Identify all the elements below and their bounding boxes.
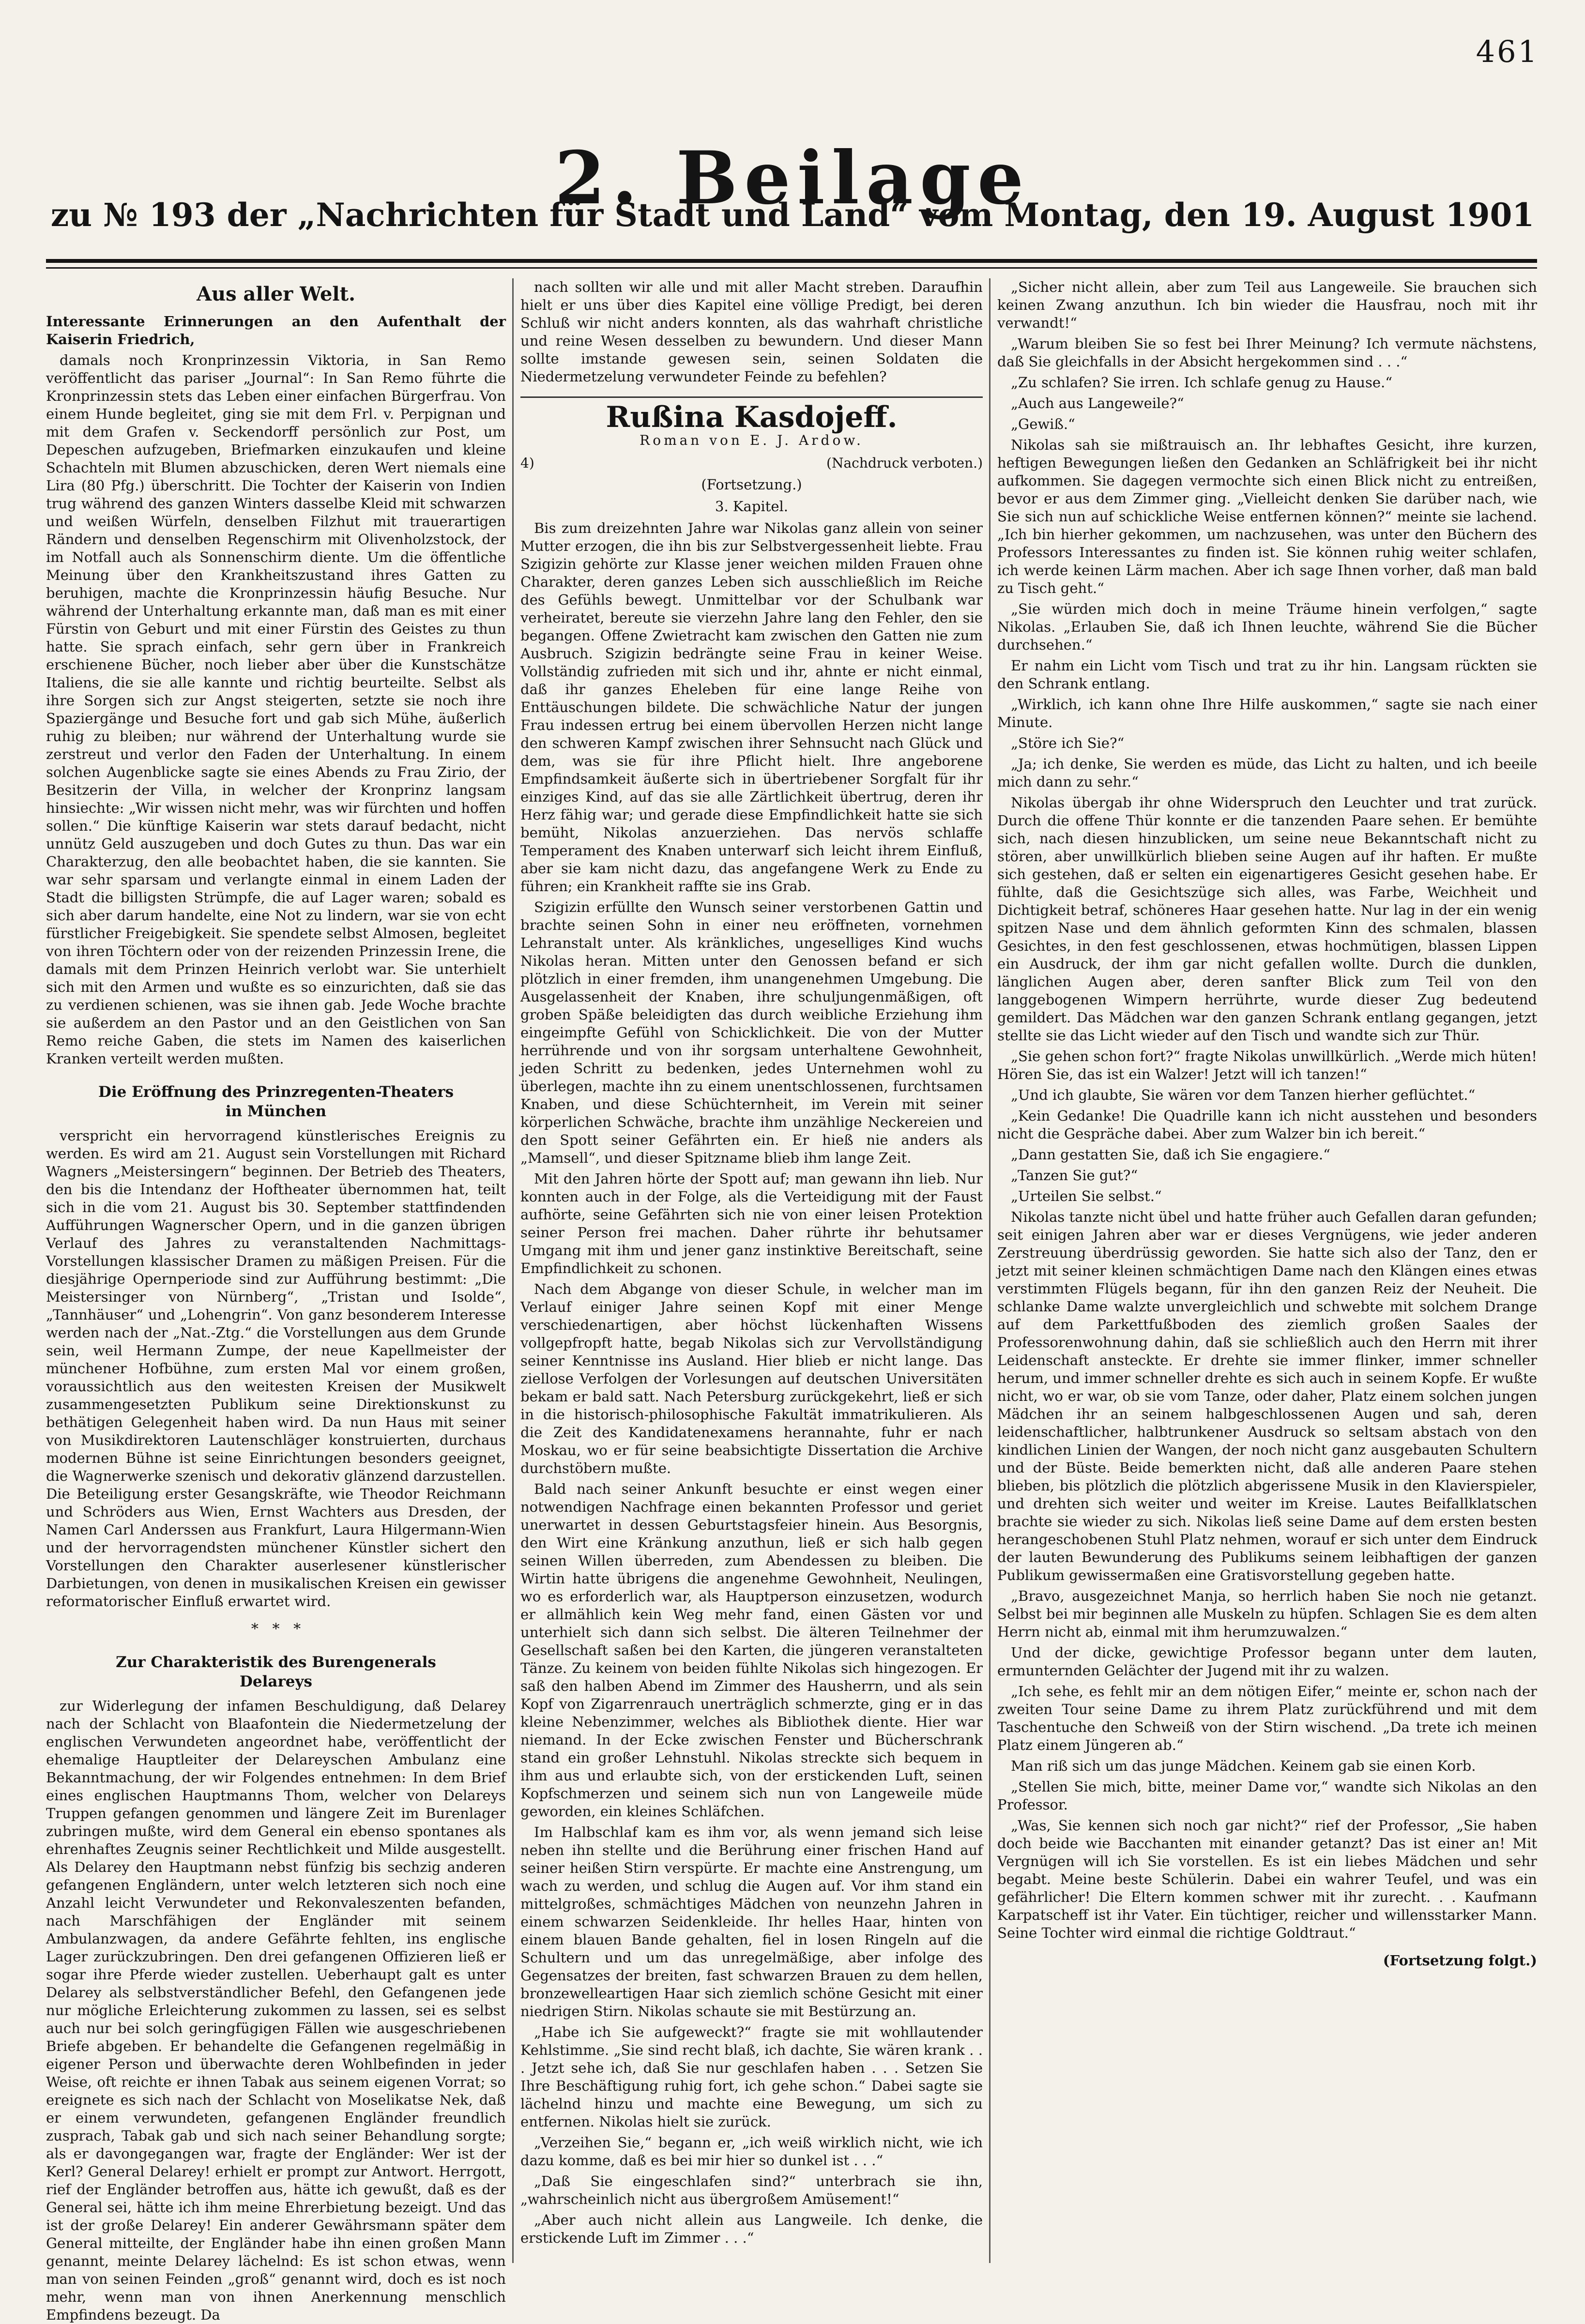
novel-paragraph: Und der dicke, gewichtige Professor begann unter dem lauten, ermunternden Gelächter der Jugend mit ihr zu walzen. xyxy=(997,1644,1537,1679)
column-3 xyxy=(997,278,1537,2263)
novel-number: 4) xyxy=(520,455,534,471)
novel-paragraph: Szigizin erfüllte den Wunsch seiner verstorbenen Gattin und brachte seinen Sohn in einer neu eröffneten, vornehmen Lehranstalt unter. Als kränkliches, ungeselliges Kind wuchs Nikolas heran. Mitten unter den Genossen befand er sich plötzlich in einer fremden, ihm unangenehmen Umgebung. Die Ausgelassenheit der Knaben, ihre schuljungenmäßigen, oft groben Späße beleidigten das durch weibliche Erziehung ihm eingeimpfte Gefühl von Schicklichkeit. Die von der Mutter herrührende und von ihr sorgsam unterhaltene Gewohnheit, jeden Schritt zu bedenken, jedes Unternehmen wohl zu überlegen, machte ihn zu einem unentschlossenen, furchtsamen Knaben, und diese Schüchternheit, im Verein mit seiner körperlichen Schwäche, brachte ihm unzählige Neckereien und den Spott seiner Gefährten ein. Er hieß nie anders als „Mamsell“, und dieser Spitzname blieb ihm lange Zeit. xyxy=(520,899,983,1166)
novel-paragraph: „Urteilen Sie selbst.“ xyxy=(1011,1188,1162,1204)
novel-paragraph: „Verzeihen Sie,“ begann er, „ich weiß wirklich nicht, wie ich dazu komme, daß es bei mir hier so dunkel ist . . .“ xyxy=(520,2134,983,2169)
novel-title: Rußina Kasdojeff. xyxy=(606,400,898,434)
novel-paragraph: „Sie gehen schon fort?“ fragte Nikolas unwillkürlich. „Werde mich hüten! Hören Sie, das ist ein Walzer! Jetzt will ich tanzen!“ xyxy=(997,1048,1537,1082)
header-rule xyxy=(46,259,1537,263)
column-divider-1 xyxy=(512,278,514,2263)
article-3-name: Delareys xyxy=(240,1673,312,1690)
novel-paragraph: Man riß sich um das junge Mädchen. Keinem gab sie einen Korb. xyxy=(1011,1758,1476,1774)
article-3-title: Zur Charakteristik des Burengenerals xyxy=(116,1654,436,1671)
novel-paragraph: „Ich sehe, es fehlt mir an dem nötigen Eifer,“ meinte er, schon nach der zweiten Tour seine Dame zu ihrem Platz zurückführend und mit dem Taschentuche den Schweiß von der Stirn wischend. „Da trete ich meinen Platz einem Jüngeren ab.“ xyxy=(997,1683,1537,1753)
novel-paragraph: „Gewiß.“ xyxy=(1011,416,1075,432)
novel-paragraph: „Zu schlafen? Sie irren. Ich schlafe genug zu Hause.“ xyxy=(1011,374,1393,391)
novel-chapter: 3. Kapitel. xyxy=(715,498,788,515)
article-3-continued: nach sollten wir alle und mit aller Macht streben. Daraufhin hielt er uns über dies Kapitel eine völlige Predigt, bei deren Schluß wir nicht anders konnten, als das wahrhaft christliche und reine Wesen desselben zu bewundern. Und dieser Mann sollte imstande gewesen sein, seinen Soldaten die Niedermetzelung verwundeter Feinde zu befehlen? xyxy=(520,279,983,385)
novel-paragraph: Mit den Jahren hörte der Spott auf; man gewann ihn lieb. Nur konnten auch in der Folge, als die Verteidigung mit der Faust aufhörte, seine Gefährten sich nie von einer leisen Protektion seiner Person frei machen. Daher rührte ihr behutsamer Umgang mit ihm und jener ganz instinktive Bereitschaft, seine Empfindlichkeit zu schonen. xyxy=(520,1170,983,1276)
novel-paragraph: „Bravo, ausgezeichnet Manja, so herrlich haben Sie noch nie getanzt. Selbst bei mir beginnen alle Muskeln zu hüpfen. Schlagen Sie es dem alten Herrn nicht ab, einmal mit ihm herumzuwalzen.“ xyxy=(997,1588,1537,1640)
novel-paragraph: „Habe ich Sie aufgeweckt?“ fragte sie mit wohllautender Kehlstimme. „Sie sind recht blaß, ich dachte, Sie wären krank . . . Jetzt sehe ich, daß Sie nur geschlafen haben . . . Setzen Sie Ihre Beschäftigung ruhig fort, ich gehe schon.“ Dabei sagte sie lächelnd hinzu und machte eine Bewegung, um sich zu entfernen. Nikolas hielt sie zurück. xyxy=(520,2024,983,2130)
novel-paragraph: Er nahm ein Licht vom Tisch und trat zu ihr hin. Langsam rückten sie den Schrank entlang. xyxy=(997,657,1537,692)
separator-stars: * * * xyxy=(251,1621,301,1638)
article-3-text: zur Widerlegung der infamen Beschuldigung, daß Delarey nach der Schlacht von Blaafontein die Niedermetzelung der englischen Verwundeten angeordnet habe, veröffentlicht der ehemalige Hauptleiter der Delareyschen Ambulanz eine Bekanntmachung, der wir Folgendes entnehmen: In dem Brief eines englischen Hauptmanns Thom, welcher von Delareys Truppen gefangen genommen und längere Zeit im Burenlager zubringen mußte, wird dem General ein ebenso spontanes als ehrenhaftes Zeugnis seiner Rechtlichkeit und Milde ausgestellt. Als Delarey den Hauptmann nebst fünfzig bis sechzig anderen gefangenen Engländern, unter welch letzteren sich noch eine Anzahl leicht Verwundeter und Rekonvaleszenten befanden, nach Marschfähigen der Engländer mit seinem Ambulanzwagen, da andere Gefährte fehlten, ins englische Lager zurückzubringen. Den drei gefangenen Offizieren ließ er sogar ihre Pferde wieder zustellen. Ueberhaupt galt es unter Delarey als selbstverständlicher Befehl, den Gefangenen jede nur mögliche Erleichterung zukommen zu lassen, sei es selbst auch nur bei solch geringfügigen Fällen wie ausgeschriebenen Briefe abgeben. Er behandelte die Gefangenen regelmäßig in eigener Person und überwachte deren Wohlbefinden in jeder Weise, oft reichte er ihnen Tabak aus seinem eigenen Vorrat; so ereignete es sich nach der Schlacht von Moselikatse Nek, daß er einem verwundeten, gefangenen Engländer freundlich zusprach, Tabak gab und sich nach seiner Behandlung sorgte; als er davongegangen war, fragte der Engländer: Wer ist der Kerl? General Delarey! erhielt er prompt zur Antwort. Herrgott, rief der Engländer betroffen aus, hätte ich gewußt, daß es der General sei, hätte ich ihm meine Ehrerbietung bezeigt. Und das ist der große Delarey! Ein anderer Gewährsmann später dem General mitteilte, der Engländer habe ihn einen großen Mann genannt, meinte Delarey lächelnd: Es ist schon etwas, wenn man von seinen Feinden „groß“ genannt wird, doch es ist noch mehr, wenn man von ihnen Anerkennung menschlich Empfindens bezeugt. Da xyxy=(46,1698,506,2323)
page-subtitle: zu № 193 der „Nachrichten für Stadt und Land“ vom Montag, den 19. August 1901 xyxy=(50,196,1535,234)
novel-paragraph: „Was, Sie kennen sich noch gar nicht?“ rief der Professor, „Sie haben doch beide wie Bacchanten mit einander getanzt? Das ist einer an! Mit Vergnügen will ich Sie vorstellen. Es ist ein liebes Mädchen und sehr begabt. Meine beste Schülerin. Dabei ein wahrer Teufel, und was ein gefährlicher! Die Eltern kommen schwer mit ihr zurecht. . . Kaufmann Karpatscheff ist ihr Vater. Ein tüchtiger, reicher und willensstarker Mann. Seine Tochter wird einmal die richtige Goldtraut.“ xyxy=(997,1817,1537,1941)
novel-paragraph: Im Halbschlaf kam es ihm vor, als wenn jemand sich leise neben ihn stellte und die Berührung einer frischen Hand auf seiner heißen Stirn verspürte. Er machte eine Anstrengung, um wach zu werden, und schlug die Augen auf. Vor ihm stand ein mittelgroßes, schmächtiges Mädchen von neunzehn Jahren in einem schwarzen Seidenkleide. Ihr helles Haar, hinten von einem blauen Bande gehalten, fiel in losen Ringeln auf die Schultern und um das unregelmäßige, aber infolge des Gegensatzes der breiten, fast schwarzen Brauen zu dem hellen, bronzewelleartigen Haar sich ziemlich schöne Gesicht mit einer niedrigen Stirn. Nikolas schaute sie mit Bestürzung an. xyxy=(520,1824,983,2020)
article-2-heading xyxy=(46,1082,506,1121)
article-2-text: verspricht ein hervorragend künstlerisches Ereignis zu werden. Es wird am 21. August sein Vorstellungen mit Richard Wagners „Meistersingern“ beginnen. Der Betrieb des Theaters, den bis die Intendanz der Hoftheater übernommen hat, teilt sich in die vom 21. August bis 30. September stattfindenden Aufführungen Wagnerscher Opern, und in die ganzen übrigen Verlauf des Jahres zu veranstaltenden Nachmittags-Vorstellungen klassischer Dramen zu mäßigen Preisen. Für die diesjährige Opernperiode sind zur Aufführung bestimmt: „Die Meistersinger von Nürnberg“, „Tristan und Isolde“, „Tannhäuser“ und „Lohengrin“. Von ganz besonderem Interesse werden nach der „Nat.-Ztg.“ die Vorstellungen aus dem Grunde sein, weil Hermann Zumpe, der neue Kapellmeister der münchener Hofbühne, zum ersten Mal vor einem großen, voraussichtlich aus den weitesten Kreisen der Musikwelt zusammengesetzten Publikum seine Direktionskunst zu bethätigen Gelegenheit haben wird. Da nun Haus mit seiner von Musikdirektoren Lautenschläger konstruierten, durchaus modernen Bühne ist seine Einrichtungen besonders geeignet, die Wagnerwerke szenisch und dekorativ glänzend darzustellen. Die Beteiligung erster Gesangskräfte, wie Theodor Reichmann und Schröders aus Wien, Ernst Wachters aus Dresden, der Namen Carl Anderssen aus Frankfurt, Laura Hilgermann-Wien und der hervorragendsten münchener Künstler sichert den Vorstellungen den Charakter auserlesener künstlerischer Darbietungen, von denen in musikalischen Kreisen ein gewisser reformatorischer Einfluß erwartet wird. xyxy=(46,1127,506,1610)
article-2-title: Die Eröffnung des Prinzregenten-Theaters xyxy=(98,1083,454,1101)
novel-continuation: (Fortsetzung.) xyxy=(701,476,802,493)
novel-paragraph: „Warum bleiben Sie so fest bei Ihrer Meinung? Ich vermute nächstens, daß Sie gleichfalls in der Absicht hergekommen sind . . .“ xyxy=(997,335,1537,370)
novel-notice: (Nachdruck verboten.) xyxy=(826,455,983,471)
column-divider-2 xyxy=(989,278,991,2263)
novel-paragraph: Nikolas übergab ihr ohne Widerspruch den Leuchter und trat zurück. Durch die offene Thür konnte er die tanzenden Paare sehen. Er bemühte sich, nach diesen hinzublicken, um seine neue Bekanntschaft nicht zu stören, aber unwillkürlich blieben seine Augen auf ihr haften. Er mußte sich gestehen, daß er selten ein eigenartigeres Gesicht gesehen habe. Er fühlte, daß die Gesichtszüge sich alles, was Farbe, Weichheit und Dichtigkeit betraf, schöneres Haar gesehen hatte. Nur lag in der ein wenig spitzen Nase und dem ähnlich geformten Kinn des schmalen, blassen Gesichtes, in den fest geschlossenen, etwas hochmütigen, blassen Lippen ein Ausdruck, der ihm gar nicht gefallen wollte. Durch die dunklen, länglichen Augen aber, deren sanfter Blick zum Teil von den langgebogenen Wimpern herrührte, wurde dieser Zug bedeutend gemildert. Das Mädchen war den ganzen Schrank entlang gegangen, jetzt stellte sie das Licht wieder auf den Tisch und wandte sich zur Thür. xyxy=(997,794,1537,1044)
section-title: Aus aller Welt. xyxy=(196,283,356,305)
column-2 xyxy=(520,278,983,2263)
novel-paragraph: „Tanzen Sie gut?“ xyxy=(1011,1167,1138,1184)
to-be-continued: (Fortsetzung folgt.) xyxy=(1383,1952,1537,1969)
novel-paragraph: „Ja; ich denke, Sie werden es müde, das Licht zu halten, und ich beeile mich dann zu sehr.“ xyxy=(997,756,1537,790)
article-3-heading xyxy=(46,1653,506,1691)
novel-paragraph: „Sie würden mich doch in meine Träume hinein verfolgen,“ sagte Nikolas. „Erlauben Sie, daß ich Ihnen leuchte, während Sie die Bücher durchsehen.“ xyxy=(997,601,1537,653)
novel-paragraph: „Störe ich Sie?“ xyxy=(1011,735,1125,751)
novel-paragraph: „Stellen Sie mich, bitte, meiner Dame vor,“ wandte sich Nikolas an den Professor. xyxy=(997,1778,1537,1813)
header-rule-thin xyxy=(46,267,1537,269)
novel-paragraph: Nach dem Abgange von dieser Schule, in welcher man im Verlauf einiger Jahre seinen Kopf mit einer Menge verschiedenartigen, aber höchst lückenhaften Wissens vollgepfropft hatte, begab Nikolas sich zur Vervollständigung seiner Kenntnisse ins Ausland. Hier blieb er nicht lange. Das ziellose Verfolgen der Vorlesungen auf deutschen Universitäten bekam er bald satt. Nach Petersburg zurückgekehrt, ließ er sich in die historisch-philosophische Fakultät immatrikulieren. Als die Zeit des Kandidatenexamens herannahte, fuhr er nach Moskau, wo er für seine beabsichtigte Dissertation die Archive durchstöbern mußte. xyxy=(520,1281,983,1476)
novel-paragraph: „Dann gestatten Sie, daß ich Sie engagiere.“ xyxy=(1011,1146,1330,1163)
novel-paragraph: „Kein Gedanke! Die Quadrille kann ich nicht ausstehen und besonders nicht die Gespräche dabei. Aber zum Walzer bin ich bereit.“ xyxy=(997,1108,1537,1142)
novel-paragraph: Nikolas tanzte nicht übel und hatte früher auch Gefallen daran gefunden; seit einigen Jahren aber war er dieses Vergnügens, wie jeder anderen Zerstreuung überdrüssig geworden. Sie hatte sich also der Tanz, den er jetzt mit seiner kleinen schmächtigen Dame nach den Klängen eines etwas verstimmten Flügels begann, für ihn den ganzen Reiz der Neuheit. Die schlanke Dame walzte unvergleichlich und schwebte mit solchem Drange auf dem Parkettfußboden des ziemlich großen Saales der Professorenwohnung dahin, daß sie schließlich auch den Herrn mit ihrer Leidenschaft ansteckte. Er drehte sie immer flinker, immer schneller herum, und immer schneller drehte es sich auch in seinem Kopfe. Er wußte nicht, wo er war, ob sie vom Tanze, oder daher, Platz einem solchen jungen Mädchen ihr an seinem halbgeschlossenen Augen und sah, deren leidenschaftlicher, halbtrunkener Ausdruck so seltsam abstach von den kindlichen Linien der Wangen, der noch nicht ganz ausgebauten Schultern und der Büste. Beide bemerkten nicht, daß alle anderen Paare stehen blieben, bis plötzlich die plötzlich abgerissene Musik in den Klavierspieler, und drehten sich weiter und weiter im Kreise. Lautes Beifallklatschen brachte sie wieder zu sich. Nikolas ließ seine Dame auf dem ersten besten herangeschobenen Stuhl Platz nehmen, worauf er sich unter dem Eindruck der lauten Bewunderung des Publikums seinem leibhaftigen der ganzen Publikum gewissermaßen eine Gratisvorstellung gegeben hatte. xyxy=(997,1209,1537,1583)
novel-byline: Roman von E. J. Ardow. xyxy=(640,432,864,448)
novel-paragraph: „Auch aus Langeweile?“ xyxy=(1011,395,1184,411)
novel-paragraph: „Und ich glaubte, Sie wären vor dem Tanzen hierher geflüchtet.“ xyxy=(1011,1087,1476,1103)
page-number: 461 xyxy=(1476,34,1539,69)
novel-paragraph: „Aber auch nicht allein aus Langweile. Ich denke, die erstickende Luft im Zimmer . . .“ xyxy=(520,2212,983,2246)
novel-paragraph: Bald nach seiner Ankunft besuchte er einst wegen einer notwendigen Nachfrage einen bekannten Professor und geriet unerwartet in dessen Geburtstagsfeier hinein. Aus Besorgnis, den Wirt eine Kränkung anzuthun, ließ er sich halb gegen seinen Willen überreden, zum Abendessen zu bleiben. Die Wirtin hatte übrigens die angenehme Gewohnheit, Neulingen, wo es erforderlich war, als Hauptperson einzusetzen, wodurch er allmählich kein Weg mehr fand, einen Gästen vor und unterhielt sich dann sich selbst. Die älteren Teilnehmer der Gesellschaft saßen bei den Karten, die jüngeren veranstalteten Tänze. Zu keinem von beiden fühlte Nikolas sich hingezogen. Er saß den halben Abend im Zimmer des Hausherrn, und als sein Kopf von Zigarrenrauch unerträglich schmerzte, ging er in das kleine Nebenzimmer, welches als Bibliothek diente. Hier war niemand. In der Ecke zwischen Fenster und Bücherschrank stand ein großer Lehnstuhl. Nikolas streckte sich bequem in ihm aus und erlaubte sich, von der erstickenden Luft, seinen Kopfschmerzen und seinem sich nun von Langeweile müde geworden, ein kleines Schläfchen. xyxy=(520,1481,983,1820)
novel-paragraph: Bis zum dreizehnten Jahre war Nikolas ganz allein von seiner Mutter erzogen, die ihn bis zur Selbstvergessenheit liebte. Frau Szigizin gehörte zur Klasse jener weichen milden Frauen ohne Charakter, deren ganzes Leben sich ausschließlich im Reiche des Gefühls bewegt. Unmittelbar vor der Schulbank war verheiratet, bereute sie vierzehn Jahre lang den Fehler, den sie begangen. Offene Zwietracht kam zwischen den Gatten nie zum Ausbruch. Szigizin bedrängte seine Frau in keiner Weise. Vollständig zufrieden mit sich und ihr, ahnte er nicht einmal, daß ihr ganzes Eheleben für eine lange Reihe von Enttäuschungen bildete. Die schwächliche Natur der jungen Frau indessen ertrug bei einem übervollen Herzen nicht lange den schweren Kampf zwischen ihrer Sehnsucht nach Glück und dem, was sie für ihre Pflicht hielt. Ihre angeborene Empfindsamkeit äußerte sich in übertriebener Sorgfalt für ihr einziges Kind, auf das sie alle Zärtlichkeit übertrug, deren ihr Herz fähig war; und gerade diese Empfindlichkeit hatte sie sich bemüht, Nikolas anzuerziehen. Das nervös schlaffe Temperament des Knaben unterwarf sich leicht ihrem Einfluß, aber sie kam nicht dazu, das angefangene Werk zu Ende zu führen; ein Krankheit raffte sie ins Grab. xyxy=(520,520,983,895)
article-2-location: in München xyxy=(225,1103,327,1120)
column-1 xyxy=(46,278,506,2323)
page-title: 2. Beilage xyxy=(554,136,1031,221)
novel-paragraph: „Wirklich, ich kann ohne Ihre Hilfe auskommen,“ sagte sie nach einer Minute. xyxy=(997,696,1537,730)
article-1-text: damals noch Kronprinzessin Viktoria, in San Remo veröffentlicht das pariser „Journal“: In San Remo führte die Kronprinzessin stets das Leben einer einfachen Bürgerfrau. Von einem Hunde begleitet, ging sie mit dem Frl. v. Perpignan und mit dem Grafen v. Seckendorff persönlich zur Post, um Depeschen aufzugeben, Briefmarken einzukaufen und kleine Schachteln mit Blumen abzuschicken, deren Wert niemals eine Lira (80 Pfg.) überschritt. Die Tochter der Kaiserin von Indien trug während des ganzen Winters dasselbe Kleid mit schwarzen und weißen Würfeln, denselben Filzhut mit trauerartigen Rändern und denselben Regenschirm mit Olivenholzstock, der im Notfall auch als Sonnenschirm diente. Um die öffentliche Meinung über den Krankheitszustand ihres Gatten zu beruhigen, machte die Kronprinzessin häufig Besuche. Nur während der Unterhaltung erkannte man, daß man es mit einer Fürstin von Geburt und mit einer Fürstin des Geistes zu thun hatte. Sie sprach einfach, sehr gern über in Frankreich erschienene Bücher, noch lieber aber über die Kunstschätze Italiens, die sie alle kannte und richtig beurteilte. Selbst als ihre Sorgen sich zur Angst steigerten, setzte sie noch ihre Spaziergänge und Besuche fort und gab sich Mühe, äußerlich ruhig zu bleiben; nur während der Unterhaltung wurde sie zerstreut und verlor den Faden der Unterhaltung. In einem solchen Augenblicke sagte sie eines Abends zu Frau Zirio, der Besitzerin der Villa, in welcher der Kronprinz langsam hinsiechte: „Wir wissen nicht mehr, was wir fürchten und hoffen sollen.“ Die künftige Kaiserin war stets darauf bedacht, nicht unnütz Geld auszugeben und doch Gutes zu thun. Das war ein Charakterzug, den alle beobachtet haben, die sie kannten. Sie war sehr sparsam und verlangte einmal in einem Laden der Stadt die billigsten Strümpfe, die auf Lager waren; sobald es sich aber darum handelte, eine Not zu lindern, war sie von echt fürstlicher Freigebigkeit. Sie spendete selbst Almosen, begleitet von ihren Töchtern oder von der reizenden Prinzessin Irene, die damals mit dem Prinzen Heinrich verlobt war. Sie unterhielt sich mit den Armen und wußte es so einzurichten, daß sie das zu verdienen schienen, was sie ihnen gab. Jede Woche brachte sie außerdem an den Pastor und an den Geistlichen von San Remo reiche Gaben, die stets im Namen des kaiserlichen Kranken verteilt werden mußten. xyxy=(46,352,506,1067)
novel-paragraph: „Daß Sie eingeschlafen sind?“ unterbrach sie ihn, „wahrscheinlich nicht aus übergroßem Amüsement!“ xyxy=(520,2173,983,2207)
novel-paragraph: „Sicher nicht allein, aber zum Teil aus Langeweile. Sie brauchen sich keinen Zwang anzuthun. Ich bin wieder die Hausfrau, noch mit ihr verwandt!“ xyxy=(997,279,1537,331)
novel-meta xyxy=(520,454,983,472)
novel-paragraph: Nikolas sah sie mißtrauisch an. Ihr lebhaftes Gesicht, ihre kurzen, heftigen Bewegungen ließen den Gedanken an Schläfrigkeit bei ihr nicht aufkommen. Sie dagegen vermochte sich einen Blick nicht zu entreißen, bevor er aus dem Zimmer ging. „Vielleicht denken Sie darüber nach, wie Sie sich nun auf schickliche Weise entfernen können?“ meinte sie lachend. „Ich bin hierher gekommen, um nachzusehen, was unter den Büchern des Professors Interessantes zu finden ist. Sie können ruhig weiter schlafen, ich werde keinen Lärm machen. Aber ich sage Ihnen vorher, daß man bald zu Tisch geht.“ xyxy=(997,437,1537,596)
article-1-heading: Interessante Erinnerungen an den Aufenthalt der Kaiserin Friedrich, xyxy=(46,313,506,348)
section-rule xyxy=(520,396,983,398)
